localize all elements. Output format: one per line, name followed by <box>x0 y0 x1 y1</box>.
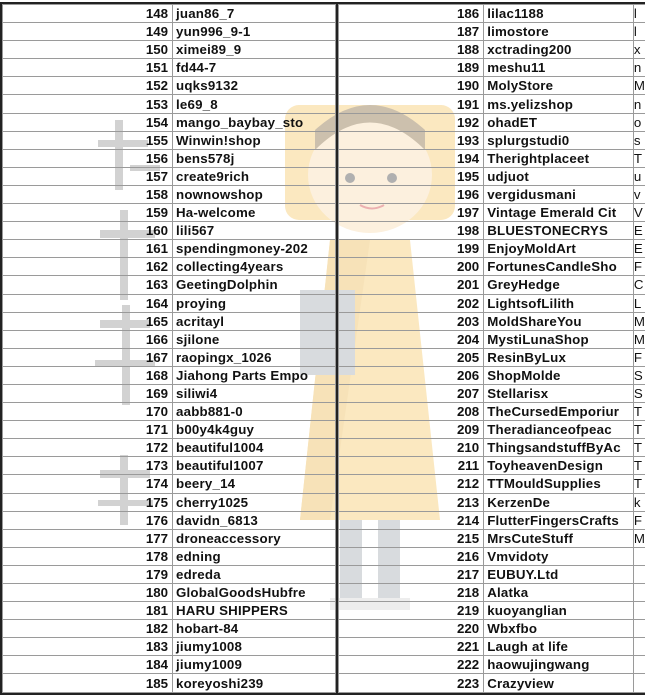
shop-name: GreyHedge <box>484 276 634 294</box>
row-number: 155 <box>3 131 173 149</box>
table-row <box>339 457 645 475</box>
shop-name: EUBUY.Ltd <box>484 565 634 583</box>
shop-name: FlutterFingersCrafts <box>484 511 634 529</box>
row-number: 205 <box>339 348 484 366</box>
shop-name: le69_8 <box>173 95 336 113</box>
truncated-column-cell: M <box>633 78 645 94</box>
row-number: 214 <box>339 511 484 529</box>
row-number: 181 <box>3 602 173 620</box>
table-row <box>3 95 336 113</box>
table-row <box>339 602 645 620</box>
table-row <box>3 403 336 421</box>
truncated-column-cell: E <box>633 240 645 258</box>
row-number: 216 <box>339 547 484 565</box>
truncated-column-cell: T <box>633 403 645 421</box>
table-row <box>339 222 645 240</box>
table-row <box>3 602 336 620</box>
row-number: 219 <box>339 602 484 620</box>
table-row <box>3 475 336 493</box>
table-row <box>339 59 645 77</box>
truncated-column-cell: E <box>633 222 645 240</box>
shop-name: jiumy1009 <box>173 656 336 674</box>
row-number: 197 <box>339 204 484 222</box>
table-row <box>3 258 336 276</box>
shop-name: HARU SHIPPERS <box>173 602 336 620</box>
table-row <box>339 258 645 276</box>
row-number: 169 <box>3 384 173 402</box>
table-row <box>3 330 336 348</box>
row-number: 220 <box>339 620 484 638</box>
table-row <box>339 384 645 402</box>
shop-name: jiumy1008 <box>173 638 336 656</box>
truncated-column-cell: M <box>633 331 645 347</box>
truncated-column-cell <box>633 602 645 620</box>
truncated-column-cell <box>633 656 645 674</box>
row-number: 173 <box>3 457 173 475</box>
row-number: 201 <box>339 276 484 294</box>
row-number: 170 <box>3 403 173 421</box>
shop-name: meshu11 <box>484 59 634 77</box>
shop-name: vergidusmani <box>484 185 634 203</box>
table-row <box>339 23 645 41</box>
table-row <box>339 439 645 457</box>
row-number: 150 <box>3 41 173 59</box>
table-row <box>3 131 336 149</box>
row-number: 223 <box>339 674 484 692</box>
row-number: 198 <box>339 222 484 240</box>
row-number: 213 <box>339 493 484 511</box>
row-number: 149 <box>3 23 173 41</box>
truncated-column-cell: k <box>633 493 645 511</box>
table-row <box>339 493 645 511</box>
table-row <box>339 167 645 185</box>
shop-name: FortunesCandleSho <box>484 258 634 276</box>
shop-name: Vmvidoty <box>484 547 634 565</box>
table-row <box>339 366 645 384</box>
truncated-column-cell: T <box>633 475 645 493</box>
truncated-column-cell: n <box>633 59 645 77</box>
left-table-body <box>3 5 336 693</box>
table-row <box>3 439 336 457</box>
table-row <box>3 113 336 131</box>
table-row <box>339 131 645 149</box>
row-number: 191 <box>339 95 484 113</box>
shop-name: Therightplaceet <box>484 149 634 167</box>
shop-name: edreda <box>173 565 336 583</box>
row-number: 172 <box>3 439 173 457</box>
row-number: 194 <box>339 149 484 167</box>
table-row <box>339 95 645 113</box>
shop-name: yun996_9-1 <box>173 23 336 41</box>
table-row <box>339 77 645 95</box>
table-row <box>339 41 645 59</box>
shop-name: create9rich <box>173 167 336 185</box>
shop-name: Laugh at life <box>484 638 634 656</box>
table-row <box>3 529 336 547</box>
shop-name: siliwi4 <box>173 384 336 402</box>
row-number: 204 <box>339 330 484 348</box>
table-row <box>3 240 336 258</box>
table-row <box>3 384 336 402</box>
row-number: 212 <box>339 475 484 493</box>
row-number: 177 <box>3 529 173 547</box>
truncated-column-cell <box>633 565 645 583</box>
table-row <box>339 638 645 656</box>
table-row <box>339 185 645 203</box>
row-number: 185 <box>3 674 173 692</box>
row-number: 182 <box>3 620 173 638</box>
row-number: 189 <box>339 59 484 77</box>
shop-name: EnjoyMoldArt <box>484 240 634 258</box>
row-number: 209 <box>339 421 484 439</box>
truncated-column-cell <box>633 674 645 692</box>
shop-name: lili567 <box>173 222 336 240</box>
row-number: 193 <box>339 131 484 149</box>
row-number: 196 <box>339 185 484 203</box>
shop-name: collecting4years <box>173 258 336 276</box>
truncated-column-cell: M <box>633 313 645 329</box>
shop-name: acritayl <box>173 312 336 330</box>
row-number: 151 <box>3 59 173 77</box>
shop-name: GeetingDolphin <box>173 276 336 294</box>
shop-name: raopingx_1026 <box>173 348 336 366</box>
row-number: 210 <box>339 439 484 457</box>
truncated-column-cell: S <box>633 366 645 384</box>
row-number: 222 <box>339 656 484 674</box>
table-row <box>3 656 336 674</box>
shop-name: TTMouldSupplies <box>484 475 634 493</box>
shop-name: Winwin!shop <box>173 131 336 149</box>
shop-name: beery_14 <box>173 475 336 493</box>
shop-name: ToyheavenDesign <box>484 457 634 475</box>
row-number: 153 <box>3 95 173 113</box>
shop-name: splurgstudi0 <box>484 131 634 149</box>
shop-name: beautiful1007 <box>173 457 336 475</box>
truncated-column-cell: s <box>633 131 645 149</box>
shop-name: Crazyview <box>484 674 634 692</box>
shop-name: LightsofLilith <box>484 294 634 312</box>
truncated-column-cell: T <box>633 421 645 439</box>
shop-name: MolyStore <box>484 77 634 95</box>
shop-name: uqks9132 <box>173 77 336 95</box>
row-number: 203 <box>339 312 484 330</box>
table-row <box>3 348 336 366</box>
row-number: 148 <box>3 5 173 23</box>
truncated-column-cell: M <box>633 530 645 546</box>
table-row <box>3 312 336 330</box>
table-row <box>339 511 645 529</box>
table-row <box>339 584 645 602</box>
table-row <box>3 421 336 439</box>
table-row <box>3 565 336 583</box>
row-number: 176 <box>3 511 173 529</box>
table-row <box>3 5 336 23</box>
shop-name: Stellarisx <box>484 384 634 402</box>
truncated-column-cell <box>633 584 645 602</box>
truncated-column-cell: V <box>633 204 645 222</box>
row-number: 163 <box>3 276 173 294</box>
table-row <box>3 366 336 384</box>
table-row <box>3 185 336 203</box>
table-row <box>339 330 645 348</box>
row-number: 200 <box>339 258 484 276</box>
truncated-column-cell <box>633 638 645 656</box>
shop-name: MystiLunaShop <box>484 330 634 348</box>
row-number: 157 <box>3 167 173 185</box>
table-row <box>339 348 645 366</box>
row-number: 160 <box>3 222 173 240</box>
truncated-column-cell: n <box>633 95 645 113</box>
shop-name: ohadET <box>484 113 634 131</box>
row-number: 164 <box>3 294 173 312</box>
shop-name: BLUESTONECRYS <box>484 222 634 240</box>
table-row <box>339 674 645 692</box>
table-row <box>339 565 645 583</box>
shop-name: haowujingwang <box>484 656 634 674</box>
table-row <box>3 638 336 656</box>
table-row <box>339 421 645 439</box>
shop-name: KerzenDe <box>484 493 634 511</box>
table-row <box>339 5 645 23</box>
table-row <box>3 77 336 95</box>
truncated-column-cell <box>633 547 645 565</box>
row-number: 179 <box>3 565 173 583</box>
truncated-column-cell: F <box>633 511 645 529</box>
row-number: 190 <box>339 77 484 95</box>
row-number: 156 <box>3 149 173 167</box>
table-row <box>3 222 336 240</box>
shop-name: TheCursedEmporiur <box>484 403 634 421</box>
shop-name: xctrading200 <box>484 41 634 59</box>
table-row <box>339 312 645 330</box>
truncated-column-cell: C <box>633 277 644 293</box>
row-number: 158 <box>3 185 173 203</box>
truncated-column-cell: l <box>633 23 645 41</box>
truncated-column-cell: v <box>633 185 645 203</box>
shop-name: nownowshop <box>173 185 336 203</box>
table-row <box>3 149 336 167</box>
table-row <box>3 59 336 77</box>
table-row <box>3 493 336 511</box>
shop-name: spendingmoney-202 <box>173 240 336 258</box>
table-row <box>3 167 336 185</box>
shop-name: Theradianceofpeac <box>484 421 634 439</box>
shop-name: lilac1188 <box>484 5 634 23</box>
shop-name: Vintage Emerald Cit <box>484 204 634 222</box>
shop-name: proying <box>173 294 336 312</box>
row-number: 180 <box>3 584 173 602</box>
row-number: 175 <box>3 493 173 511</box>
table-row <box>339 204 645 222</box>
table-row <box>339 475 645 493</box>
right-table <box>338 4 645 693</box>
truncated-column-cell: l <box>633 5 645 23</box>
row-number: 152 <box>3 77 173 95</box>
row-number: 221 <box>339 638 484 656</box>
table-row <box>3 547 336 565</box>
row-number: 166 <box>3 330 173 348</box>
left-table <box>2 4 336 693</box>
truncated-column-cell: T <box>633 457 645 475</box>
table-row <box>339 620 645 638</box>
row-number: 154 <box>3 113 173 131</box>
shop-name: Wbxfbo <box>484 620 634 638</box>
table-row <box>339 529 645 547</box>
row-number: 165 <box>3 312 173 330</box>
row-number: 184 <box>3 656 173 674</box>
table-row <box>339 294 645 312</box>
shop-name: GlobalGoodsHubfre <box>173 584 336 602</box>
table-row <box>3 23 336 41</box>
truncated-column-cell: L <box>633 294 645 312</box>
row-number: 202 <box>339 294 484 312</box>
shop-name: udjuot <box>484 167 634 185</box>
shop-name: sjilone <box>173 330 336 348</box>
table-row <box>339 113 645 131</box>
table-row <box>3 674 336 692</box>
truncated-column-cell: o <box>633 113 645 131</box>
shop-name: limostore <box>484 23 634 41</box>
truncated-column-cell: T <box>633 149 645 167</box>
shop-name: Alatka <box>484 584 634 602</box>
row-number: 195 <box>339 167 484 185</box>
truncated-column-cell: u <box>633 167 645 185</box>
table-row <box>339 276 645 294</box>
truncated-column-cell: S <box>633 384 645 402</box>
truncated-column-cell <box>633 620 645 638</box>
shop-name: cherry1025 <box>173 493 336 511</box>
row-number: 218 <box>339 584 484 602</box>
table-row <box>3 457 336 475</box>
shop-name: ThingsandstuffByAc <box>484 439 634 457</box>
table-row <box>339 547 645 565</box>
row-number: 211 <box>339 457 484 475</box>
right-table-body <box>339 5 645 693</box>
truncated-column-cell: F <box>633 258 645 276</box>
row-number: 188 <box>339 41 484 59</box>
shop-name: Ha-welcome <box>173 204 336 222</box>
shop-name: kuoyanglian <box>484 602 634 620</box>
shop-name: aabb881-0 <box>173 403 336 421</box>
row-number: 187 <box>339 23 484 41</box>
shop-name: Jiahong Parts Empo <box>173 366 336 384</box>
row-number: 206 <box>339 366 484 384</box>
row-number: 161 <box>3 240 173 258</box>
row-number: 174 <box>3 475 173 493</box>
row-number: 183 <box>3 638 173 656</box>
row-number: 171 <box>3 421 173 439</box>
table-row <box>3 276 336 294</box>
table-row <box>3 511 336 529</box>
shop-name: edning <box>173 547 336 565</box>
row-number: 168 <box>3 366 173 384</box>
truncated-column-cell: x <box>633 41 645 59</box>
table-row <box>3 620 336 638</box>
shop-name: fd44-7 <box>173 59 336 77</box>
shop-name: ResinByLux <box>484 348 634 366</box>
table-row <box>3 584 336 602</box>
table-row <box>339 240 645 258</box>
row-number: 207 <box>339 384 484 402</box>
shop-name: ms.yelizshop <box>484 95 634 113</box>
shop-name: mango_baybay_sto <box>173 113 336 131</box>
table-row <box>339 403 645 421</box>
table-row <box>3 294 336 312</box>
row-number: 199 <box>339 240 484 258</box>
row-number: 162 <box>3 258 173 276</box>
shop-name: MoldShareYou <box>484 312 634 330</box>
row-number: 159 <box>3 204 173 222</box>
shop-name: bens578j <box>173 149 336 167</box>
truncated-column-cell: F <box>633 348 645 366</box>
row-number: 215 <box>339 529 484 547</box>
row-number: 167 <box>3 348 173 366</box>
table-row <box>3 204 336 222</box>
shop-name: ShopMolde <box>484 366 634 384</box>
shop-name: davidn_6813 <box>173 511 336 529</box>
shop-name: beautiful1004 <box>173 439 336 457</box>
table-row <box>339 149 645 167</box>
row-number: 186 <box>339 5 484 23</box>
row-number: 178 <box>3 547 173 565</box>
table-row <box>339 656 645 674</box>
shop-name: juan86_7 <box>173 5 336 23</box>
shop-name: droneaccessory <box>173 529 336 547</box>
shop-name: MrsCuteStuff <box>484 529 634 547</box>
row-number: 192 <box>339 113 484 131</box>
row-number: 217 <box>339 565 484 583</box>
table-row <box>3 41 336 59</box>
shop-name: b00y4k4guy <box>173 421 336 439</box>
shop-name: hobart-84 <box>173 620 336 638</box>
truncated-column-cell: T <box>633 439 645 457</box>
row-number: 208 <box>339 403 484 421</box>
shop-name: koreyoshi239 <box>173 674 336 692</box>
shop-name: ximei89_9 <box>173 41 336 59</box>
